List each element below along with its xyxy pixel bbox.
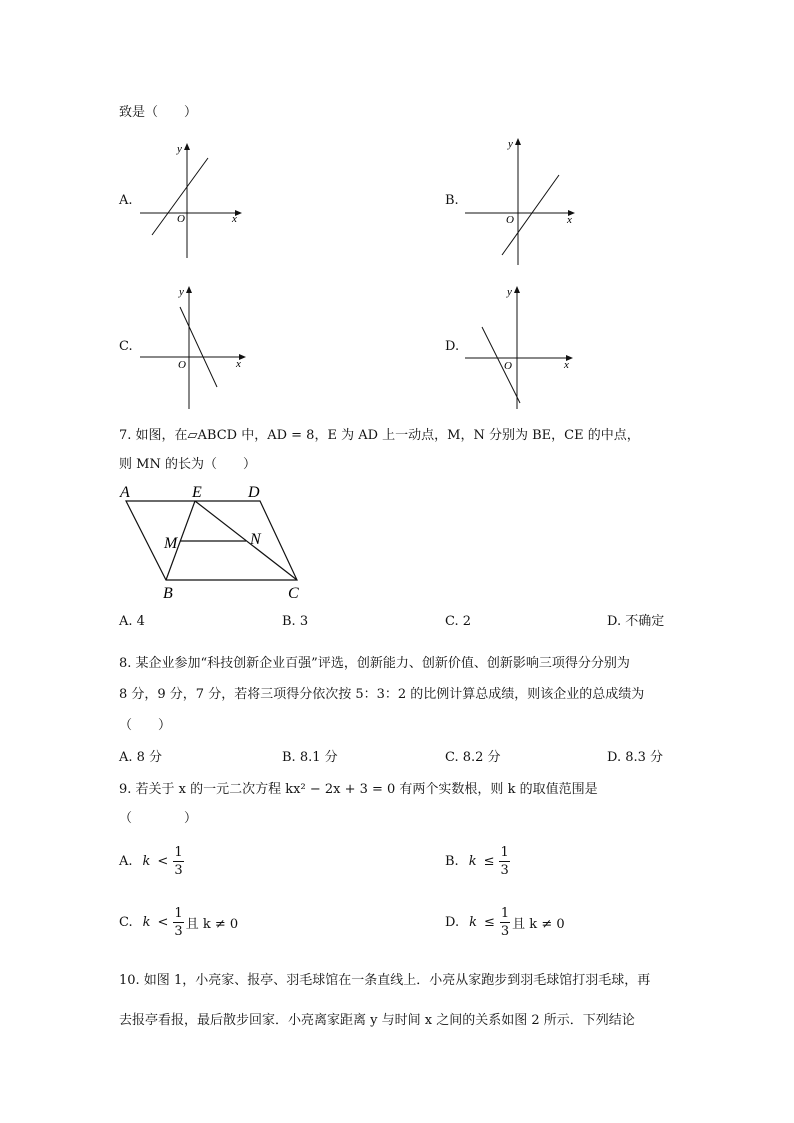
fraction-numerator: 1 [174,906,183,921]
q6-option-a-graph [135,140,245,260]
q9-option-d-tail: 且 k ≠ 0 [512,917,565,932]
y-axis-arrow [186,286,192,293]
q9-option-c-relation: < [157,915,169,930]
fraction-denominator: 3 [174,924,183,939]
fraction-numerator: 1 [500,906,510,921]
q9-option-c-label: C. [119,915,133,930]
q8-option-b[interactable]: B. 8.1 分 [282,750,338,765]
function-line [482,327,520,403]
fraction-denominator: 3 [174,863,183,878]
q10-stem-line1: 10. 如图 1，小亮家、报亭、羽毛球馆在一条直线上．小亮从家跑步到羽毛球馆打羽毛球，再 [119,973,651,988]
q9-option-a-relation: < [157,854,169,869]
point-c-label: C [288,585,299,602]
point-a-label: A [120,484,130,501]
q9-stem-line2: （ ） [119,811,198,826]
q9-option-d[interactable] [445,907,565,938]
q8-option-a[interactable]: A. 8 分 [119,750,163,765]
q9-option-c-tail: 且 k ≠ 0 [185,917,239,932]
q9-stem-line1: 9. 若关于 x 的一元二次方程 kx² − 2x + 3 = 0 有两个实数根，则 k 的取值范围是 [119,782,598,797]
q8-option-d[interactable]: D. 8.3 分 [607,750,664,765]
x-axis-label: x [232,213,237,225]
y-axis-arrow [515,138,521,145]
q6-option-d-graph [460,283,580,413]
y-axis-label: y [179,286,184,298]
q6-option-b-label[interactable]: B. [445,193,459,208]
origin-label: O [177,213,185,225]
q9-option-b-var: k [468,854,477,869]
q9-option-c-fraction [173,907,183,938]
q9-option-a[interactable] [119,846,186,877]
point-n-label: N [250,531,261,548]
q9-option-a-label: A. [119,854,133,869]
q9-option-d-relation: ≤ [483,915,495,930]
y-axis-label: y [177,143,182,155]
fraction-denominator: 3 [500,924,510,939]
q9-option-b-fraction [499,846,509,877]
q9-option-b-relation: ≤ [483,854,495,869]
q7-option-a[interactable]: A. 4 [119,614,145,629]
q7-stem-line1: 7. 如图，在▱ABCD 中，AD = 8，E 为 AD 上一动点，M，N 分别为 BE，CE 的中点， [119,428,640,443]
point-e-label: E [192,484,202,501]
q7-stem-line2: 则 MN 的长为（ ） [119,457,256,472]
q6-option-c-graph [135,283,250,413]
q6-option-b-graph [460,135,580,270]
fraction-numerator: 1 [174,845,183,860]
q6-option-c-label[interactable]: C. [119,339,133,354]
q6-option-a-label[interactable]: A. [119,193,133,208]
origin-label: O [506,214,514,226]
point-b-label: B [163,585,173,602]
origin-label: O [178,359,186,371]
q8-stem-line3: （ ） [119,718,172,733]
q10-stem-line2: 去报亭看报，最后散步回家．小亮离家距离 y 与时间 x 之间的关系如图 2 所示．下列结论 [119,1013,635,1028]
origin-label: O [504,360,512,372]
q9-option-b-label: B. [445,854,459,869]
q9-option-d-label: D. [445,915,460,930]
point-d-label: D [248,484,260,501]
point-m-label: M [164,535,178,552]
q9-option-a-fraction [173,846,183,877]
q6-option-d-label[interactable]: D. [445,339,460,354]
q9-option-a-var: k [142,854,151,869]
y-axis-label: y [508,138,513,150]
q8-option-c[interactable]: C. 8.2 分 [445,750,501,765]
q9-option-d-var: k [469,915,477,930]
q7-option-d[interactable]: D. 不确定 [607,614,665,629]
x-axis-label: x [567,214,572,226]
x-axis-label: x [236,358,241,370]
q9-option-b[interactable] [445,846,512,877]
function-line [180,307,217,387]
x-axis-label: x [564,359,569,371]
q8-stem-line1: 8. 某企业参加“科技创新企业百强”评选，创新能力、创新价值、创新影响三项得分分别为 [119,656,630,671]
fraction-denominator: 3 [500,863,509,878]
q7-option-b[interactable]: B. 3 [282,614,309,629]
y-axis-label: y [507,286,512,298]
q8-stem-line2: 8 分，9 分，7 分，若将三项得分依次按 5：3：2 的比例计算总成绩，则该企业的总成绩为 [119,687,645,702]
y-axis-arrow [514,286,520,293]
y-axis-arrow [184,143,190,150]
q6-stem-tail: 致是（ ） [119,105,198,120]
q7-parallelogram-figure [110,478,310,604]
q9-option-d-fraction [500,907,510,938]
q9-option-c-var: k [142,915,151,930]
fraction-numerator: 1 [500,845,509,860]
q7-option-c[interactable]: C. 2 [445,614,472,629]
q9-option-c[interactable] [119,907,238,938]
